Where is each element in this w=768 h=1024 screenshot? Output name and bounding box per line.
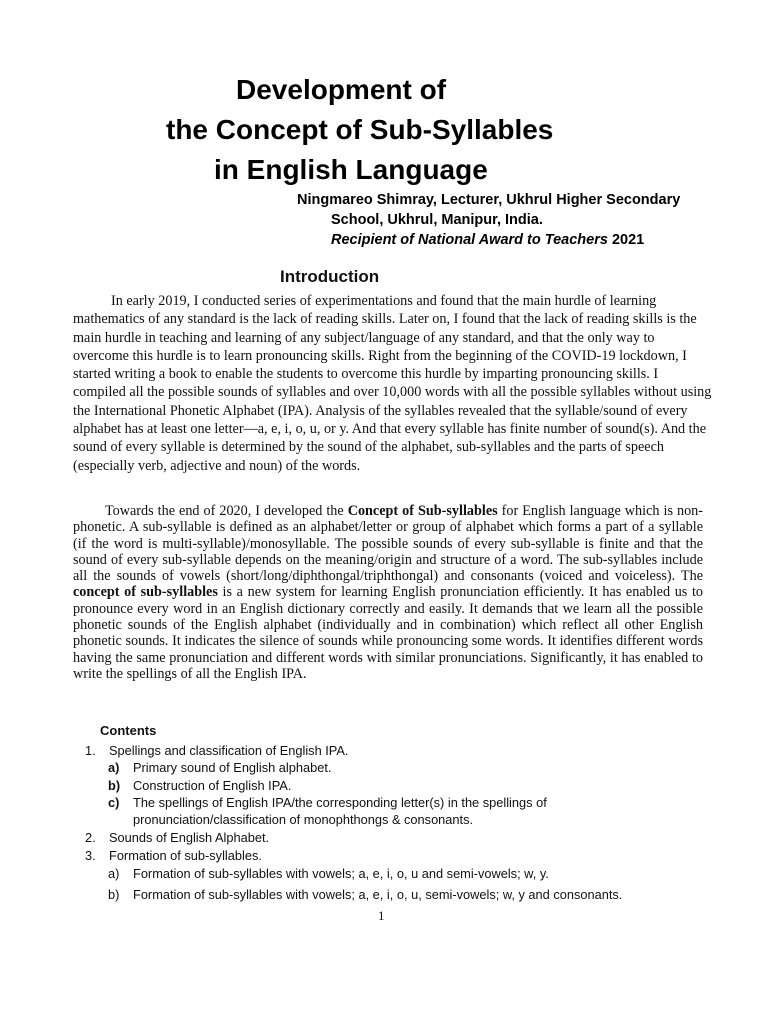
introduction-heading: Introduction — [280, 267, 380, 286]
item-number: a) — [108, 866, 120, 881]
paragraph-2-text — [73, 503, 703, 682]
item-number: 1. — [85, 743, 96, 758]
item-number: c) — [108, 795, 120, 810]
item-number: 3. — [85, 848, 96, 863]
item-text: Sounds of English Alphabet. — [109, 830, 270, 845]
concept-term-bold-2: concept of sub-syllables — [73, 584, 218, 601]
contents-heading: Contents — [100, 723, 157, 738]
item-number: b) — [108, 887, 120, 902]
item-text: pronunciation/classification of monophthongs & consonants. — [133, 812, 474, 827]
author-line-2: School, Ukhrul, Manipur, India. — [331, 212, 543, 228]
item-text: Formation of sub-syllables. — [109, 848, 262, 863]
item-text: Spellings and classification of English IPA. — [109, 743, 349, 758]
item-text: Formation of sub-syllables with vowels; a, e, i, o, u and semi-vowels; w, y. — [133, 866, 549, 881]
paragraph-1-text: In early 2019, I conducted series of experimentations and found that the main hurdle of learning mathematics of any standard is the lack of reading skills. Later on, I found that the lack of reading skills is the main hurdle in teaching and learning of any subject/language of any standard, and that the only way to overcome this hurdle is to learn pronouncing skills. Right from the beginning of the COVID-19 lockdown, I started writing a book to enable the students to overcome this hurdle by imparting pronouncing skills. I compiled all the possible sounds of syllables and over 10,000 words with all the possible syllables without using the International Phonetic Alphabet (IPA). Analysis of the syllables revealed that the syllable/sound of every alphabet has at least one letter—a, e, i, o, u, or y. And that every syllable has finite number of sound(s). And the sound of every syllable is determined by the sound of the alphabet, sub-syllables and the parts of speech (especially verb, adjective and noun) of the words. — [73, 293, 712, 474]
paragraph-2-part-1: Towards the end of 2020, I developed the — [105, 503, 348, 519]
award-name: Recipient of National Award to Teachers — [331, 232, 608, 248]
paragraph-2-part-2: for English language which is non-phonetic. A sub-syllable is defined as an alphabet/letter or group of alphabet which forms a part of a syllable (if the word is multi-syllable)/monosyllable. The possible sounds of every sub-syllable is finite and that the sound of every sub-syllable depends on the meaning/origin and structure of a word. The sub-syllables include all the sounds of vowels (short/long/diphthongal/triphthongal) and consonants (voiced and voiceless). The — [73, 503, 703, 585]
introduction-paragraph-1 — [73, 292, 713, 475]
page-number: 1 — [378, 908, 385, 923]
paragraph-2-part-3: is a new system for learning English pronunciation efficiently. It has enabled us to pronounce every word in an English dictionary correctly and easily. It demands that we learn all the possible phonetic sounds of the English alphabet (individually and in combination) which reflect all other English phonetic sounds. It indicates the silence of sounds while pronouncing some words. It identifies different words having the same pronunciation and different words with similar pronunciations. Significantly, it has enabled to write the spellings of all the English IPA. — [73, 584, 704, 682]
item-number: 2. — [85, 830, 96, 845]
document-title-line-3: in English Language — [214, 154, 488, 185]
item-text: Formation of sub-syllables with vowels; a, e, i, o, u, semi-vowels; w, y and consonants. — [133, 887, 623, 902]
item-number: a) — [108, 760, 120, 775]
item-number: b) — [108, 778, 121, 793]
award-year: 2021 — [611, 232, 645, 248]
item-text: Primary sound of English alphabet. — [133, 760, 332, 775]
document-title-line-1: Development of — [236, 74, 447, 105]
item-text: The spellings of English IPA/the corresponding letter(s) in the spellings of — [133, 795, 547, 810]
author-award-line — [331, 230, 644, 250]
introduction-paragraph-2 — [73, 503, 703, 682]
author-line-1: Ningmareo Shimray, Lecturer, Ukhrul Higher Secondary — [297, 192, 681, 208]
document-title-line-2: the Concept of Sub-Syllables — [166, 114, 554, 145]
item-text: Construction of English IPA. — [133, 778, 292, 793]
concept-term-bold: Concept of Sub-syllables — [347, 503, 498, 519]
